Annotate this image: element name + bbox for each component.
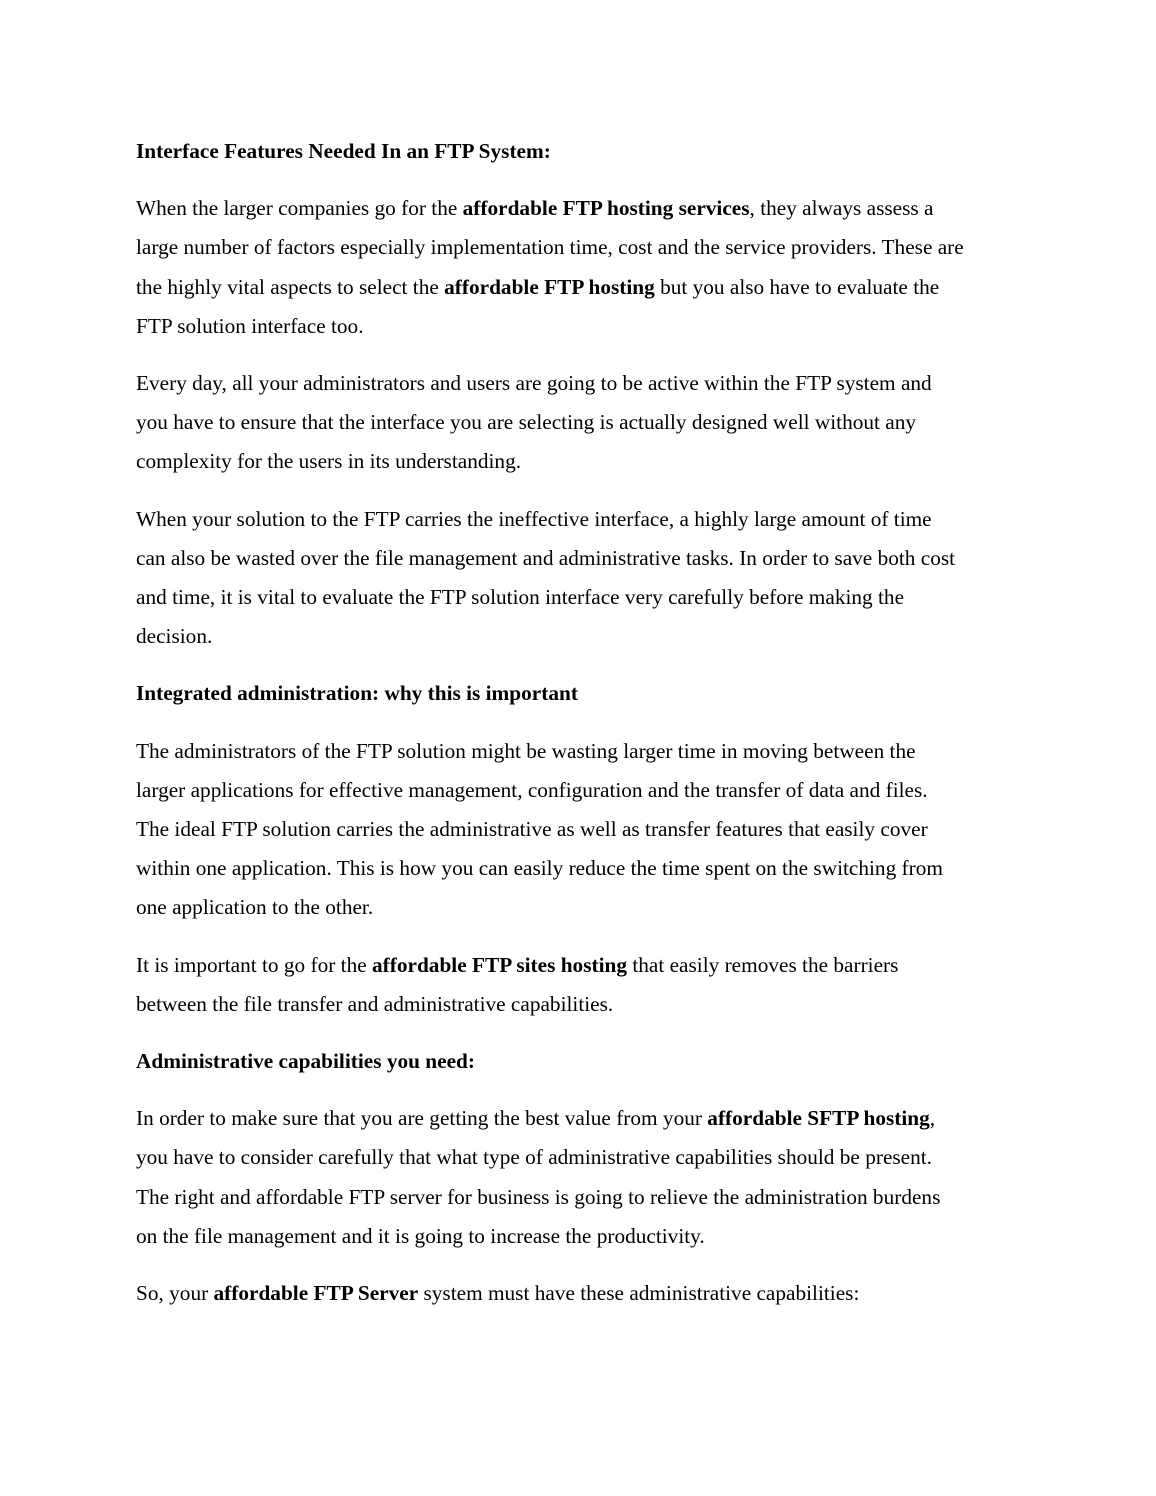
- section-heading: [136, 1042, 1026, 1081]
- section-heading: [136, 132, 1026, 171]
- text-line: [136, 810, 1026, 849]
- text-line: [136, 228, 1026, 267]
- paragraph: [136, 500, 1026, 657]
- text-run: that easily removes the barriers: [627, 952, 899, 977]
- text-line: [136, 1042, 1026, 1081]
- text-run: ,: [929, 1106, 936, 1131]
- text-run: decision.: [136, 624, 213, 649]
- text-line: [136, 674, 1026, 713]
- text-run: Interface Features Needed In an FTP System:: [136, 139, 551, 163]
- text-run: between the file transfer and administrative capabilities.: [136, 991, 614, 1016]
- text-run: system must have these administrative capabilities:: [418, 1281, 860, 1306]
- text-run: FTP solution interface too.: [136, 313, 364, 338]
- bold-keyword: affordable FTP hosting services: [462, 196, 750, 221]
- text-run: you have to consider carefully that what type of administrative capabilities should be present.: [136, 1145, 933, 1170]
- text-run: one application to the other.: [136, 895, 374, 920]
- text-line: [136, 268, 1026, 307]
- text-line: [136, 1274, 1026, 1313]
- paragraph: [136, 732, 1026, 928]
- text-run: you have to ensure that the interface you are selecting is actually designed well without any: [136, 410, 917, 435]
- text-run: within one application. This is how you can easily reduce the time spent on the switching from: [136, 856, 943, 881]
- paragraph: [136, 1274, 1026, 1313]
- text-line: [136, 132, 1026, 171]
- document-page: [136, 132, 1026, 1331]
- text-run: the highly vital aspects to select the: [136, 274, 445, 299]
- text-line: [136, 985, 1026, 1024]
- text-run: When the larger companies go for the: [136, 196, 463, 221]
- text-line: [136, 403, 1026, 442]
- paragraph: [136, 364, 1026, 482]
- paragraph: [136, 189, 1026, 346]
- text-line: [136, 442, 1026, 481]
- text-run: larger applications for effective management, configuration and the transfer of data and files.: [136, 777, 928, 802]
- text-line: [136, 1178, 1026, 1217]
- bold-keyword: affordable FTP hosting: [444, 274, 655, 299]
- text-run: Administrative capabilities you need:: [136, 1049, 475, 1074]
- text-line: [136, 732, 1026, 771]
- text-line: [136, 539, 1026, 578]
- bold-keyword: affordable SFTP hosting: [707, 1106, 930, 1131]
- text-run: The administrators of the FTP solution might be wasting larger time in moving between the: [136, 738, 916, 763]
- text-run: on the file management and it is going to increase the productivity.: [136, 1223, 705, 1248]
- text-run: , they always assess a: [749, 196, 934, 221]
- bold-keyword: affordable FTP sites hosting: [372, 952, 627, 977]
- text-line: [136, 578, 1026, 617]
- paragraph: [136, 1099, 1026, 1256]
- text-line: [136, 617, 1026, 656]
- text-line: [136, 1099, 1026, 1138]
- text-line: [136, 500, 1026, 539]
- text-line: [136, 189, 1026, 228]
- text-run: It is important to go for the: [136, 952, 373, 977]
- text-run: The right and affordable FTP server for business is going to relieve the administration burdens: [136, 1184, 941, 1209]
- text-run: In order to make sure that you are getting the best value from your: [136, 1106, 708, 1131]
- text-line: [136, 364, 1026, 403]
- text-line: [136, 946, 1026, 985]
- text-line: [136, 1138, 1026, 1177]
- text-run: and time, it is vital to evaluate the FTP solution interface very carefully before making the: [136, 585, 905, 610]
- paragraph: [136, 946, 1026, 1024]
- section-heading: [136, 674, 1026, 713]
- text-line: [136, 1217, 1026, 1256]
- text-run: The ideal FTP solution carries the administrative as well as transfer features that easily cover: [136, 817, 928, 842]
- text-run: but you also have to evaluate the: [654, 274, 940, 299]
- text-run: So, your: [136, 1281, 214, 1306]
- text-run: Every day, all your administrators and users are going to be active within the FTP system and: [136, 371, 932, 396]
- text-line: [136, 849, 1026, 888]
- text-line: [136, 771, 1026, 810]
- text-line: [136, 307, 1026, 346]
- bold-keyword: affordable FTP Server: [213, 1281, 419, 1306]
- text-run: can also be wasted over the file management and administrative tasks. In order to save both cost: [136, 545, 956, 570]
- text-run: Integrated administration: why this is important: [136, 681, 578, 706]
- text-line: [136, 888, 1026, 927]
- text-run: When your solution to the FTP carries the ineffective interface, a highly large amount of time: [136, 506, 932, 531]
- text-run: large number of factors especially implementation time, cost and the service providers. These are: [136, 235, 964, 260]
- text-run: complexity for the users in its understanding.: [136, 449, 522, 474]
